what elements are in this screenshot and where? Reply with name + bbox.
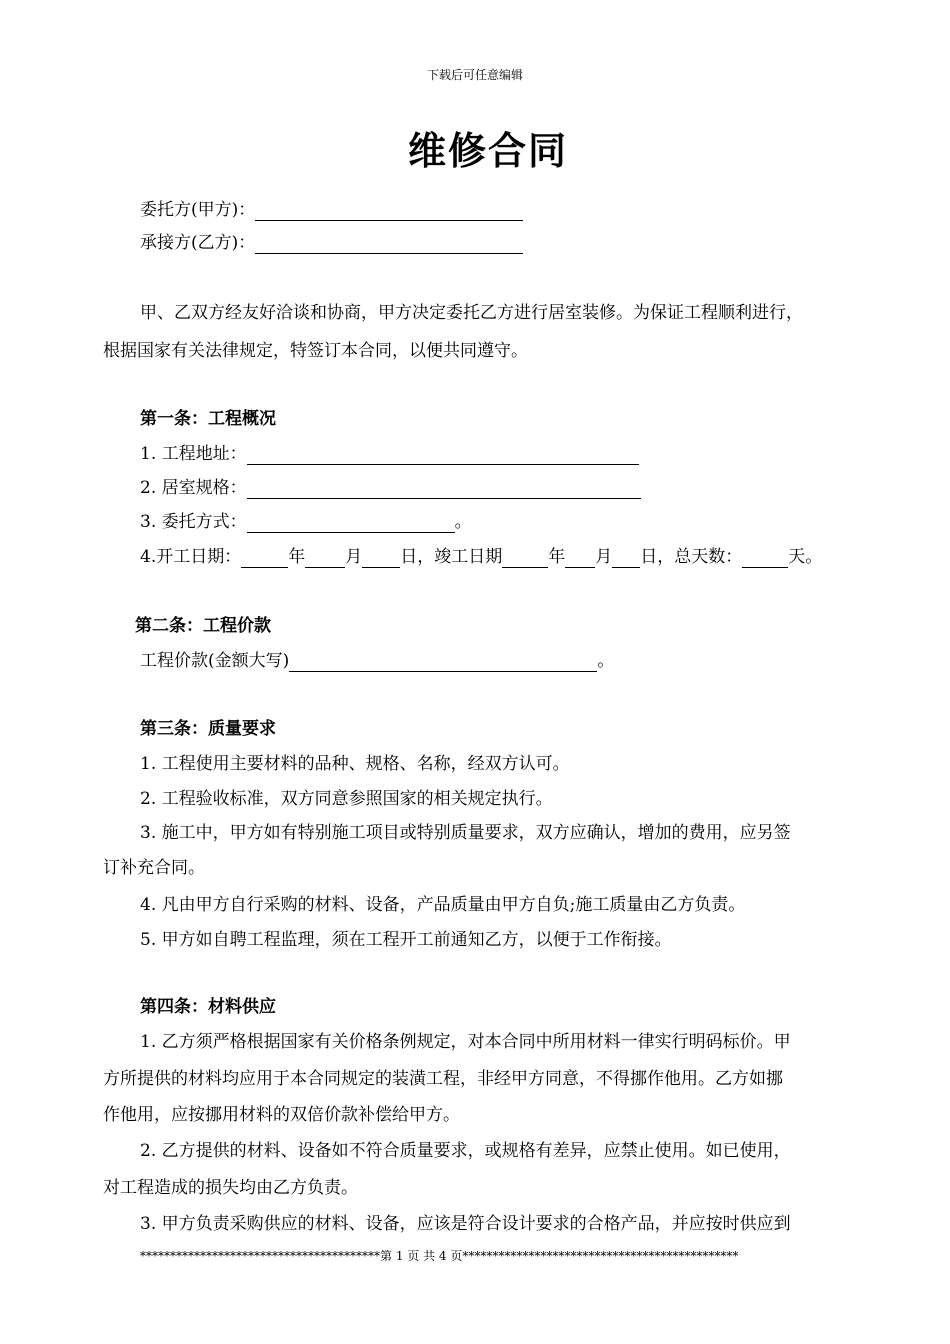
page-number: 第 1 页 共 4 页 <box>380 1249 463 1263</box>
price-label: 工程价款(金额大写) <box>140 651 290 671</box>
article2-price-line <box>140 650 614 672</box>
page-footer <box>140 1247 840 1264</box>
article4-item1-line2: 方所提供的材料均应用于本合同规定的装潢工程，非经甲方同意，不得挪作他用。乙方如挪 <box>103 1069 783 1089</box>
contractor-label: 承接方(乙方)： <box>140 233 256 253</box>
article1-item4 <box>140 546 822 568</box>
start-month-unit: 月 <box>345 547 363 567</box>
article1-item3 <box>140 511 472 533</box>
total-days-unit: 天。 <box>788 547 823 567</box>
article1-item2 <box>140 477 641 499</box>
intro-line-2: 根据国家有关法律规定，特签订本合同，以便共同遵守。 <box>103 341 528 361</box>
article4-item2-line1: 2. 乙方提供的材料、设备如不符合质量要求，或规格有差异，应禁止使用。如已使用， <box>140 1141 791 1161</box>
end-date-label: 日，竣工日期 <box>400 547 503 567</box>
article4-item1-line3: 作他用，应按挪用材料的双倍价款补偿给甲方。 <box>103 1105 460 1125</box>
article4-item2-line2: 对工程造成的损失均由乙方负责。 <box>103 1178 358 1198</box>
start-year-unit: 年 <box>288 547 306 567</box>
room-spec-blank <box>247 480 641 499</box>
price-end: 。 <box>597 651 615 671</box>
article3-item4: 4. 凡由甲方自行采购的材料、设备，产品质量由甲方自负;施工质量由乙方负责。 <box>140 895 746 915</box>
price-blank <box>289 653 597 672</box>
start-year-blank <box>241 549 288 568</box>
article3-item2: 2. 工程验收标准，双方同意参照国家的相关规定执行。 <box>140 789 553 809</box>
room-spec-label: 2. 居室规格： <box>140 478 247 498</box>
article4-item1-line1: 1. 乙方须严格根据国家有关价格条例规定，对本合同中所用材料一律实行明码标价。甲 <box>140 1032 791 1052</box>
footer-stars-left: **************************************** <box>140 1249 380 1263</box>
footer-stars-right: ********************************************** <box>462 1249 739 1263</box>
project-address-label: 1. 工程地址： <box>140 444 247 464</box>
contractor-blank <box>255 235 523 254</box>
article1-heading: 第一条：工程概况 <box>140 409 276 429</box>
total-days-blank <box>742 549 788 568</box>
article4-item3-line1: 3. 甲方负责采购供应的材料、设备，应该是符合设计要求的合格产品，并应按时供应到 <box>140 1214 791 1234</box>
article3-item3-line1: 3. 施工中，甲方如有特别施工项目或特别质量要求，双方应确认，增加的费用，应另签 <box>140 823 791 843</box>
article3-item3-line2: 订补充合同。 <box>103 858 205 878</box>
client-label: 委托方(甲方)： <box>140 200 256 220</box>
commission-method-blank <box>247 514 455 533</box>
client-party-line <box>140 199 523 221</box>
article1-item1 <box>140 443 639 465</box>
document-title: 维修合同 <box>407 129 568 173</box>
header-note: 下载后可任意编辑 <box>426 68 523 82</box>
start-date-label: 4.开工日期： <box>140 547 242 567</box>
end-year-blank <box>502 549 548 568</box>
article3-item5: 5. 甲方如自聘工程监理，须在工程开工前通知乙方，以便于工作衔接。 <box>140 930 672 950</box>
end-day-blank <box>612 549 640 568</box>
client-blank <box>255 202 523 221</box>
total-days-label: 日，总天数： <box>640 547 743 567</box>
end-year-unit: 年 <box>548 547 566 567</box>
article4-heading: 第四条：材料供应 <box>140 997 276 1017</box>
start-month-blank <box>305 549 345 568</box>
article3-item1: 1. 工程使用主要材料的品种、规格、名称，经双方认可。 <box>140 754 570 774</box>
commission-method-label: 3. 委托方式： <box>140 512 247 532</box>
end-month-blank <box>565 549 595 568</box>
article3-heading: 第三条：质量要求 <box>140 719 276 739</box>
contractor-party-line <box>140 232 523 254</box>
article2-heading: 第二条：工程价款 <box>135 616 271 636</box>
intro-line-1: 甲、乙双方经友好洽谈和协商，甲方决定委托乙方进行居室装修。为保证工程顺利进行， <box>140 303 803 323</box>
start-day-blank <box>362 549 400 568</box>
end-month-unit: 月 <box>595 547 613 567</box>
commission-method-end: 。 <box>454 512 472 532</box>
project-address-blank <box>247 446 639 465</box>
